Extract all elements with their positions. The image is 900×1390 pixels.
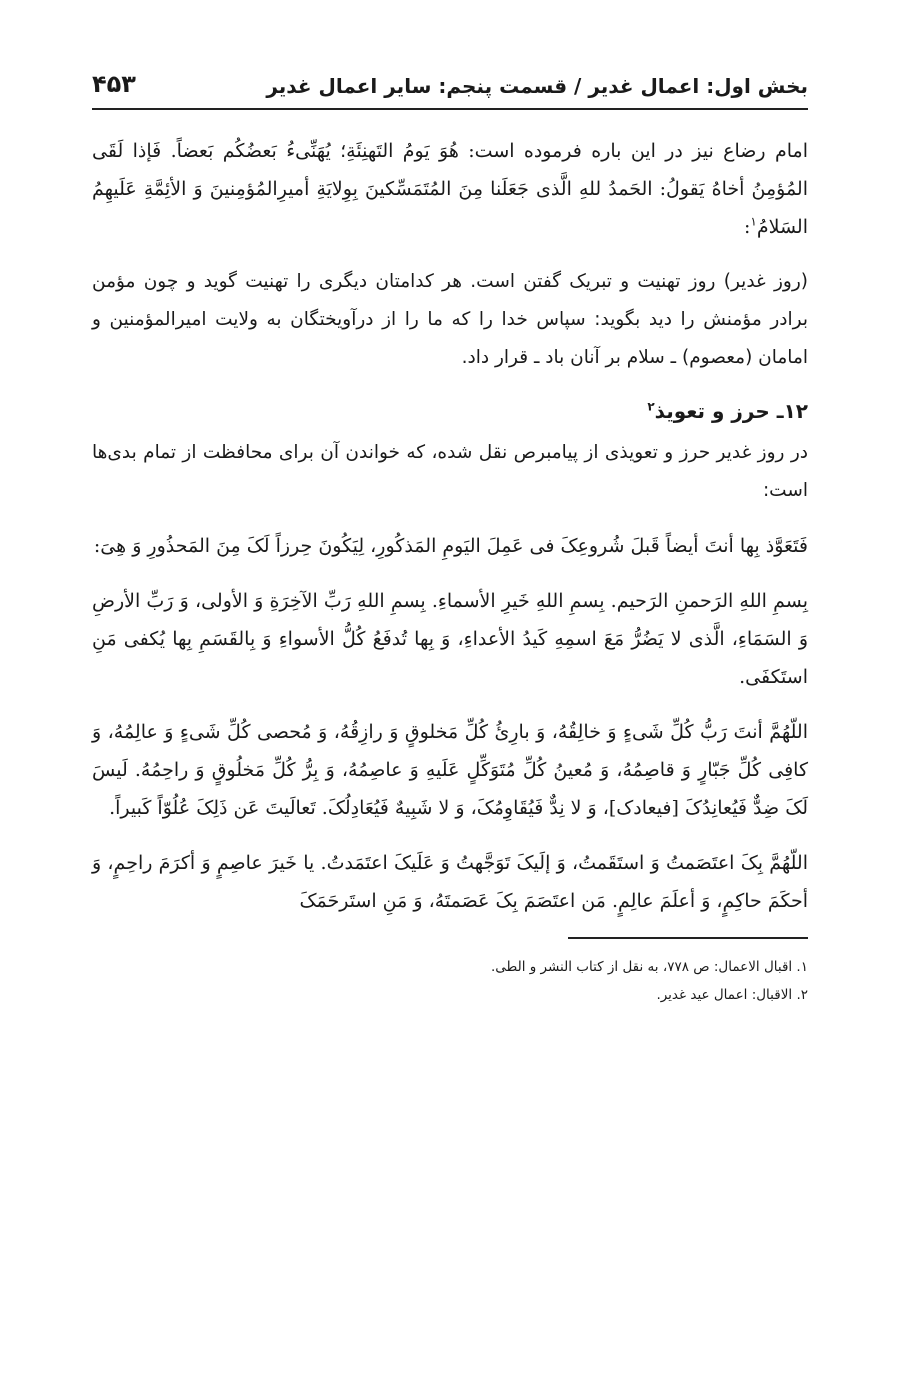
section-heading — [92, 394, 808, 428]
book-page — [92, 58, 808, 1009]
page-number: ۴۵۳ — [92, 70, 136, 98]
running-header — [92, 58, 808, 98]
footnotes — [92, 953, 808, 1009]
footnote-ref-2: ۲ — [647, 399, 655, 414]
paragraph-translation: (روز غدیر) روز تهنیت و تبریک گفتن است. هر کدامتان دیگری را تهنیت گوید و چون مؤمن برادر مؤمنش را دید بگوید: سپاس خدا را که ما را از درآویختگان به ولایت امیرالمؤمنین و امامان (معصوم) ـ سلام بر آنان باد ـ قرار داد. — [92, 271, 808, 368]
paragraph-imam-reza — [92, 132, 808, 246]
footnote-1: ۱. اقبال الاعمال: ص ۷۷۸، به نقل از کتاب النشر و الطی. — [490, 959, 808, 975]
footnote-ref-1: ۱ — [750, 214, 757, 229]
paragraph-bismillah: بِسمِ اللهِ الرَحمنِ الرَحیم. بِسمِ اللهِ خَیرِ الأسماءِ. بِسمِ اللهِ رَبِّ الآخِرَةِ وَ الأولی، وَ رَبِّ الأرضِ وَ السَمَاءِ، الَّذی لا یَضُرُّ مَعَ اسمِهِ کَیدُ الأعداءِ، وَ بِها تُدفَعُ کُلُّ الأسواءِ وَ بِالقَسَمِ بِها یُکفی مَنِ استَکفَی. — [92, 590, 808, 688]
page-body — [92, 132, 808, 920]
paragraph-text: امام رضاع نیز در این باره فرموده است: هُوَ یَومُ التَهنِئَةِ؛ یُهَنِّیءُ بَعضُکُم بَعضاً. فَإذا لَقَی المُؤمِنُ أخاهُ یَقولُ: الحَمدُ للهِ الَّذی جَعَلَنا مِنَ المُتَمَسِّکینَ بِوِلایَةِ أمیرِالمُؤمِنینَ وَ الأئِمَّةِ عَلَیهِمُ السَلامُ — [92, 140, 808, 238]
section-heading-text: ۱۲ـ حرز و تعویذ — [654, 399, 808, 423]
header-rule — [92, 108, 808, 110]
running-title: بخش اول: اعمال غدیر / قسمت پنجم: سایر اعمال غدیر — [266, 74, 808, 98]
paragraph-allahumma-1: اللّهُمَّ أنتَ رَبُّ کُلِّ شَیءٍ وَ خالِقُهُ، وَ بارِئُ کُلِّ مَخلوقٍ وَ رازِقُهُ، وَ مُحصی کُلِّ شَیءٍ وَ عالِمُهُ، وَ کافِی کُلِّ جَبّارٍ وَ قاصِمُهُ، وَ مُعینُ کُلِّ مُتَوَکِّلٍ عَلَیهِ وَ عاصِمُهُ، وَ بِرُّ کُلِّ مَخلُوقٍ وَ راحِمُهُ. لَیسَ لَکَ ضِدٌّ فَیُعانِدُکَ [فیعادک]، وَ لا نِدٌّ فَیُقَاوِمُکَ، وَ لا شَبِیهٌ فَیُعَادِلُکَ. تَعالَیتَ عَن ذَلِکَ عُلُوّاً کَبیراً. — [92, 721, 808, 819]
footnote-2: ۲. الاقبال: اعمال عید غدیر. — [656, 987, 808, 1003]
paragraph-allahumma-2: اللّهُمَّ بِکَ اعتَصَمتُ وَ استَقَمتُ، وَ إلَیکَ تَوَجَّهتُ وَ عَلَیکَ اعتَمَدتُ. یا خَیرَ عاصِمٍ وَ أکرَمَ راحِمٍ، وَ أحکَمَ حاکِمٍ، وَ أعلَمَ عالِمٍ. مَن اعتَصَمَ بِکَ عَصَمتَهُ، وَ مَنِ استَرحَمَکَ — [92, 852, 808, 912]
paragraph-taawwudh: فَتَعَوَّذ بِها أنتَ أیضاً قَبلَ شُروعِکَ فی عَمِلَ الیَومِ المَذکُورِ، لِیَکُونَ حِرزاً لَکَ مِنَ المَحذُورِ وَ هِیَ: — [93, 535, 808, 557]
footnote-rule — [568, 937, 808, 939]
paragraph-colon: : — [744, 216, 751, 238]
paragraph-hirz-intro: در روز غدیر حرز و تعویذی از پیامبرص نقل شده، که خواندن آن برای محافظت از تمام بدی‌ها است: — [92, 442, 808, 501]
